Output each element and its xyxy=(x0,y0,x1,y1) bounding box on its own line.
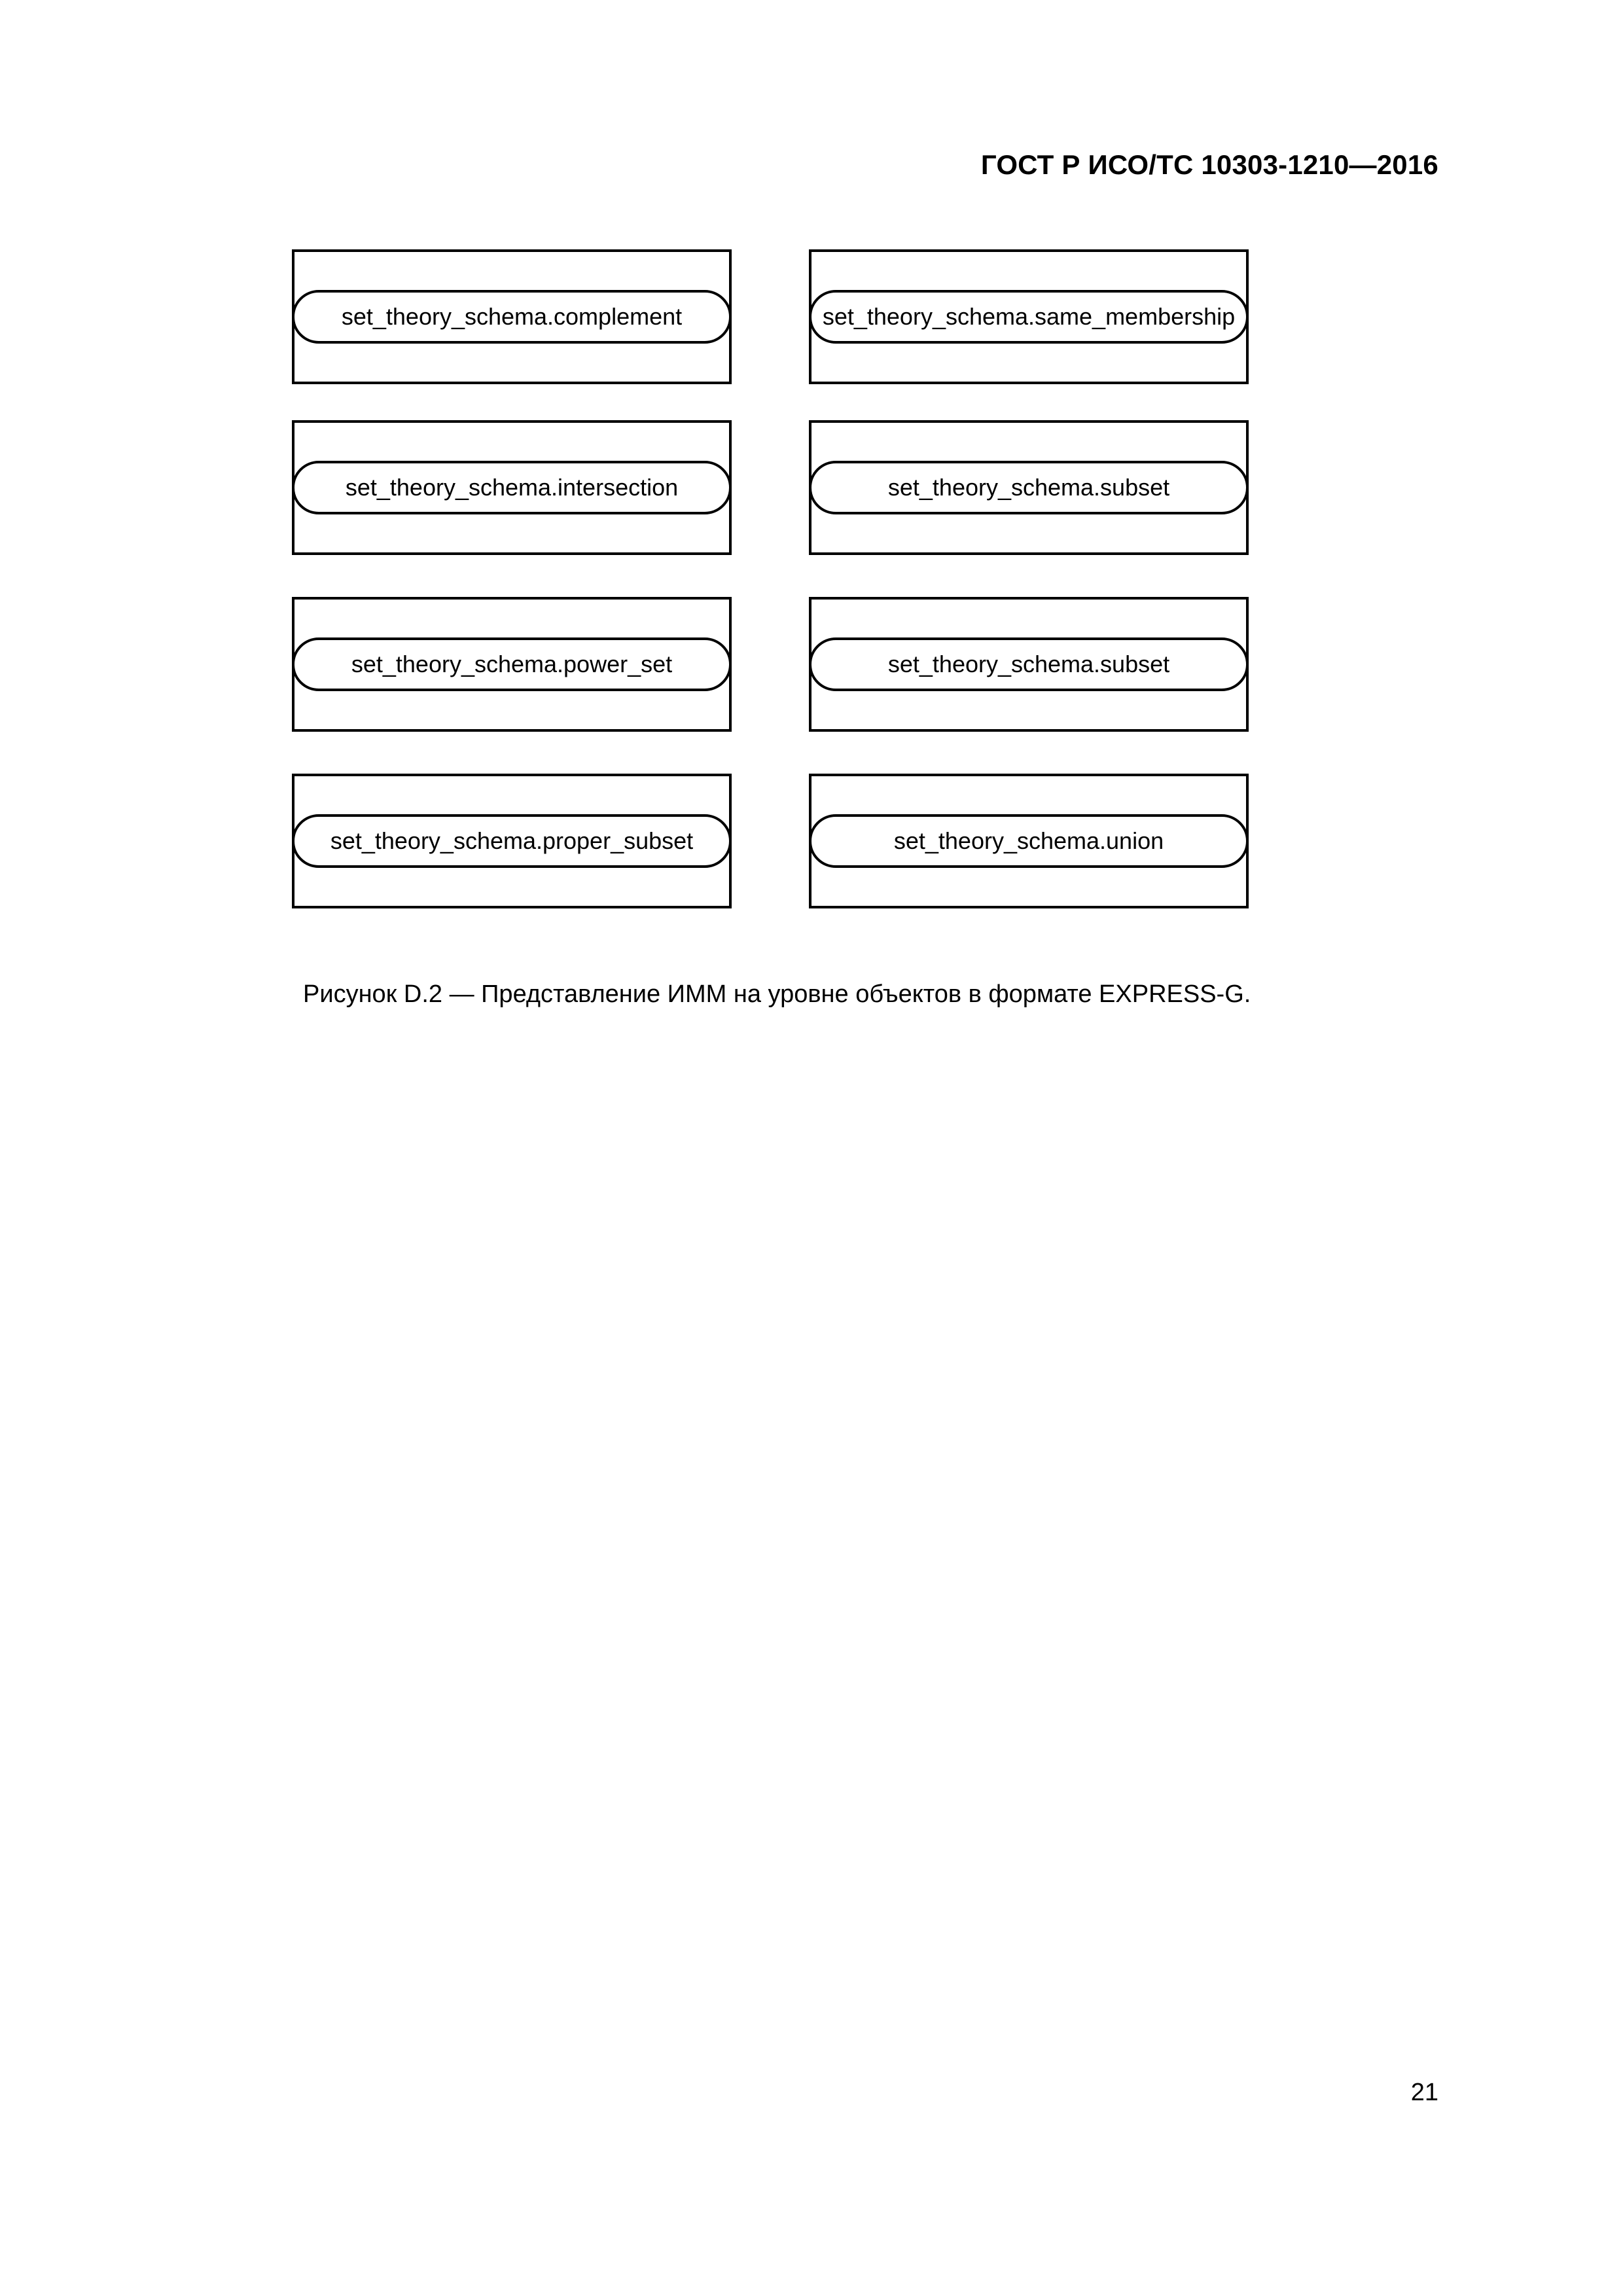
schema-reference-label: set_theory_schema.subset xyxy=(809,637,1249,691)
express-g-diagram xyxy=(0,0,1623,982)
schema-reference-label: set_theory_schema.complement xyxy=(292,290,732,344)
schema-box-subset xyxy=(809,420,1249,555)
document-header: ГОСТ Р ИСО/ТС 10303-1210—2016 xyxy=(980,149,1438,180)
schema-box-same-membership xyxy=(809,249,1249,384)
schema-reference-label: set_theory_schema.power_set xyxy=(292,637,732,691)
schema-box-subset-2 xyxy=(809,597,1249,732)
schema-reference-label: set_theory_schema.subset xyxy=(809,461,1249,514)
schema-box-union xyxy=(809,774,1249,908)
schema-box-intersection xyxy=(292,420,732,555)
schema-box-proper-subset xyxy=(292,774,732,908)
schema-reference-label: set_theory_schema.intersection xyxy=(292,461,732,514)
schema-reference-label: set_theory_schema.proper_subset xyxy=(292,814,732,868)
schema-box-power-set xyxy=(292,597,732,732)
schema-box-complement xyxy=(292,249,732,384)
figure-caption: Рисунок D.2 — Представление ИММ на уровне объектов в формате EXPRESS-G. xyxy=(303,980,1251,1008)
page-number: 21 xyxy=(1410,2079,1438,2106)
schema-reference-label: set_theory_schema.union xyxy=(809,814,1249,868)
schema-reference-label: set_theory_schema.same_membership xyxy=(809,290,1249,344)
